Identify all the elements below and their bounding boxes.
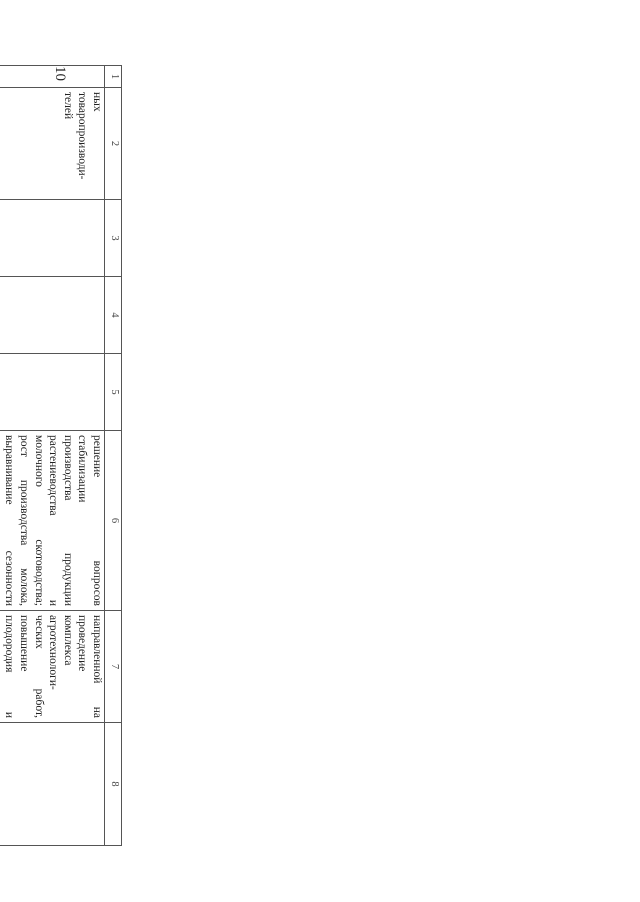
cell-text-line: ных	[91, 92, 103, 112]
col-header-7: 7	[105, 611, 122, 723]
cell-col4	[0, 277, 105, 354]
program-table	[0, 65, 122, 846]
cell-text-line: товаропроизводи-	[76, 92, 89, 180]
col-header-2: 2	[105, 88, 122, 200]
cell-text-line: проведение	[76, 615, 89, 672]
cell-col8	[0, 723, 105, 846]
cell-text-line: решение вопросов	[91, 435, 103, 606]
page-number: 10	[52, 66, 68, 81]
cell-text-line: производства продукции	[61, 435, 74, 606]
cell-text-line: выравнивание сезонности	[3, 435, 16, 606]
cell-text-line: направленной на	[91, 615, 103, 718]
cell-text-line: плодородия и	[3, 615, 16, 718]
cell-text-line: стабилизации	[76, 435, 89, 503]
cell-col6	[0, 431, 105, 611]
cell-text-line: рост производства молока,	[18, 435, 31, 606]
cell-text-line	[0, 615, 2, 718]
col-header-3: 3	[105, 200, 122, 277]
col-header-8: 8	[105, 723, 122, 846]
cell-col1	[0, 66, 105, 88]
cell-text-line: повышение	[18, 615, 31, 672]
cell-col5	[0, 354, 105, 431]
col-header-6: 6	[105, 431, 122, 611]
cell-col3	[0, 200, 105, 277]
cell-text-line: агротехнологи-	[47, 615, 60, 690]
col-header-5: 5	[105, 354, 122, 431]
rotated-table-frame	[0, 65, 122, 845]
table-row	[0, 66, 105, 846]
cell-text-line: ческих работ,	[32, 615, 45, 718]
col-header-1: 1	[105, 66, 122, 88]
cell-col7	[0, 611, 105, 723]
cell-text-line: молочного скотоводства;	[32, 435, 45, 606]
cell-text-line: телей	[61, 92, 74, 120]
col-header-4: 4	[105, 277, 122, 354]
cell-text-line: комплекса	[61, 615, 74, 666]
header-row	[105, 66, 122, 846]
cell-text-line: растениеводства и	[47, 435, 60, 606]
cell-col2	[0, 88, 105, 200]
